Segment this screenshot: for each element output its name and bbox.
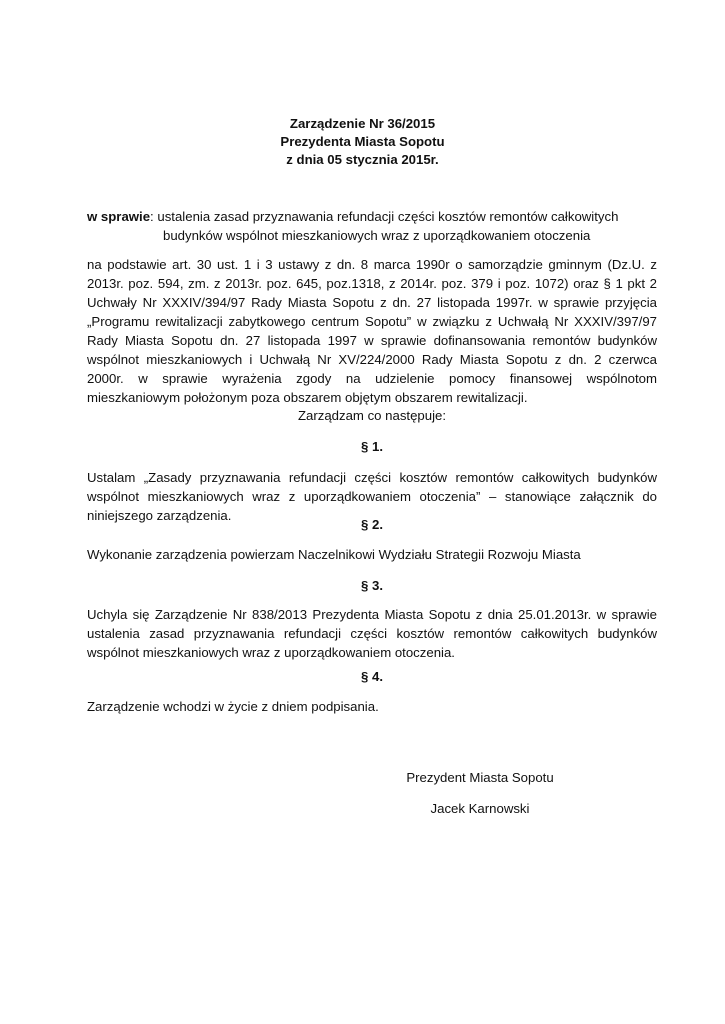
section-3-body: [87, 605, 657, 662]
section-2-line: Wykonanie zarządzenia powierzam Naczelnikowi Wydziału Strategii Rozwoju Miasta: [87, 547, 581, 562]
basis-line: na podstawie art. 30 ust. 1 i 3 ustawy z dn. 8 marca 1990r o samorządzie gminnym (Dz.U. z: [87, 257, 657, 272]
basis-line: 2000r. w sprawie wyrażenia zgody na udzielenie pomocy finansowej wspólnotom: [87, 371, 657, 386]
section-2-heading: § 2.: [361, 517, 383, 532]
signature-name: Jacek Karnowski: [430, 801, 530, 816]
basis-line: Rady Miasta Sopotu dn. 27 listopada 1997 w sprawie dofinansowania remontów budynków: [87, 333, 657, 348]
title-line-2: Prezydenta Miasta Sopotu: [280, 134, 445, 149]
ordering-clause: Zarządzam co następuje:: [297, 408, 447, 423]
subject-line-1: ustalenia zasad przyznawania refundacji części kosztów remontów całkowitych: [153, 209, 619, 224]
basis-line: 2013r. poz. 594, zm. z 2013r. poz. 645, poz.1318, z 2014r. poz. 379 i poz. 1072) oraz § 1 pkt 2: [87, 276, 657, 291]
subject-block: [87, 207, 657, 245]
basis-line: „Programu rewitalizacji zabytkowego centrum Sopotu” w związku z Uchwałą Nr XXXIV/397/97: [87, 314, 657, 329]
signature-title: Prezydent Miasta Sopotu: [406, 770, 554, 785]
section-4-line: Zarządzenie wchodzi w życie z dniem podpisania.: [87, 699, 379, 714]
section-1-line: niniejszego zarządzenia.: [87, 508, 232, 523]
subject-lead: w sprawie: [87, 209, 151, 224]
document-title: [0, 115, 725, 169]
basis-line: mieszkaniowym położonym poza obszarem objętym obszarem rewitalizacji.: [87, 390, 528, 405]
title-line-1: Zarządzenie Nr 36/2015: [289, 116, 436, 131]
basis-line: wspólnot mieszkaniowych i Uchwałą Nr XV/224/2000 Rady Miasta Sopotu z dn. 2 czerwca: [87, 352, 657, 367]
section-1-heading: § 1.: [361, 439, 383, 454]
subject-line-2: budynków wspólnot mieszkaniowych wraz z uporządkowaniem otoczenia: [163, 228, 591, 243]
title-line-3: z dnia 05 stycznia 2015r.: [286, 152, 439, 167]
section-1-line: wspólnot mieszkaniowych wraz z uporządkowaniem otoczenia” – stanowiące załącznik do: [87, 489, 657, 504]
subject-colon: :: [150, 209, 154, 224]
section-3-line: wspólnot mieszkaniowych wraz z uporządkowaniem otoczenia.: [87, 645, 455, 660]
section-4-body: [87, 697, 657, 716]
basis-line: Uchwały Nr XXXIV/394/97 Rady Miasta Sopotu z dn. 27 listopada 1997r. w sprawie przyjęcia: [87, 295, 657, 310]
section-3-heading: § 3.: [361, 578, 383, 593]
section-1-line: Ustalam „Zasady przyznawania refundacji części kosztów remontów całkowitych budynków: [87, 470, 657, 485]
section-3-line: ustalenia zasad przyznawania refundacji części kosztów remontów całkowitych budynków: [87, 626, 657, 641]
section-4-heading: § 4.: [361, 669, 383, 684]
section-3-line: Uchyla się Zarządzenie Nr 838/2013 Prezydenta Miasta Sopotu z dnia 25.01.2013r. w sprawie: [87, 607, 657, 622]
legal-basis: [87, 255, 657, 407]
section-2-body: [87, 545, 657, 564]
